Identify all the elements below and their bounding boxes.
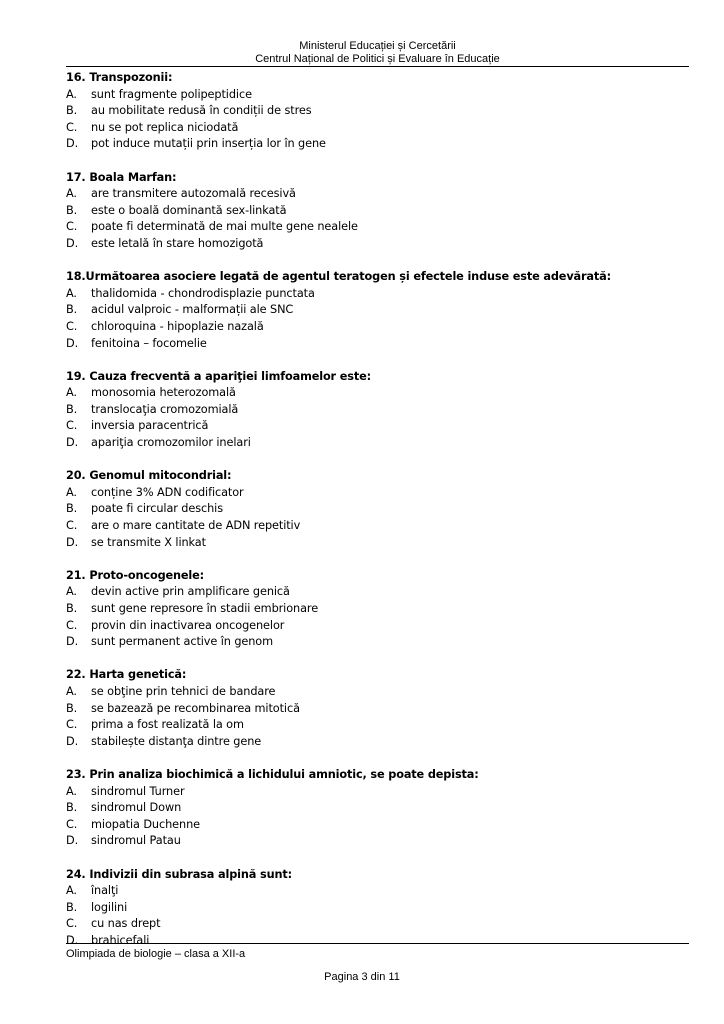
option-a xyxy=(66,485,689,502)
option-text: logilini xyxy=(91,900,128,914)
question-24 xyxy=(66,867,689,950)
option-a xyxy=(66,385,689,402)
header-center: Centrul Național de Politici și Evaluare în Educație xyxy=(255,52,500,65)
option-c xyxy=(66,120,689,137)
option-a xyxy=(66,286,689,303)
option-letter: D. xyxy=(66,336,79,350)
option-text: cu nas drept xyxy=(91,917,161,931)
option-b xyxy=(66,701,689,718)
option-letter: D. xyxy=(66,933,79,947)
option-text: au mobilitate redusă în condiții de stres xyxy=(91,104,312,118)
option-a xyxy=(66,784,689,801)
option-text: conține 3% ADN codificator xyxy=(91,485,244,499)
question-title: 17. Boala Marfan: xyxy=(66,170,177,184)
option-d xyxy=(66,634,689,651)
page-number: Pagina 3 din 11 xyxy=(324,971,400,983)
option-text: chloroquina - hipoplazie nazală xyxy=(91,319,264,333)
option-b xyxy=(66,103,689,120)
option-text: monosomia heterozomală xyxy=(91,386,236,400)
option-text: sindromul Down xyxy=(91,801,182,815)
option-c xyxy=(66,916,689,933)
option-a xyxy=(66,684,689,701)
option-d xyxy=(66,933,689,950)
page-header xyxy=(66,40,689,65)
option-text: thalidomida - chondrodisplazie punctata xyxy=(91,286,315,300)
option-d xyxy=(66,236,689,253)
option-text: are o mare cantitate de ADN repetitiv xyxy=(91,519,301,533)
option-letter: A. xyxy=(66,187,77,201)
option-letter: C. xyxy=(66,319,78,333)
question-title: 22. Harta genetică: xyxy=(66,668,187,682)
option-text: se bazează pe recombinarea mitotică xyxy=(91,701,300,715)
question-23 xyxy=(66,767,689,850)
option-text: poate fi circular deschis xyxy=(91,502,223,516)
option-text: se obţine prin tehnici de bandare xyxy=(91,684,276,698)
option-text: miopatia Duchenne xyxy=(91,817,200,831)
option-c xyxy=(66,418,689,435)
option-b xyxy=(66,203,689,220)
option-letter: B. xyxy=(66,104,78,118)
question-title: 16. Transpozonii: xyxy=(66,71,173,84)
question-title: 23. Prin analiza biochimică a lichidului amniotic, se poate depista: xyxy=(66,767,479,781)
option-letter: A. xyxy=(66,784,77,798)
option-c xyxy=(66,219,689,236)
question-19 xyxy=(66,369,689,452)
option-letter: C. xyxy=(66,220,78,234)
option-letter: B. xyxy=(66,303,78,317)
option-b xyxy=(66,302,689,319)
question-22 xyxy=(66,667,689,750)
option-letter: A. xyxy=(66,585,77,599)
option-letter: D. xyxy=(66,834,79,848)
option-a xyxy=(66,186,689,203)
question-16 xyxy=(66,70,689,153)
option-text: brahicefali xyxy=(91,933,150,947)
option-text: sindromul Patau xyxy=(91,834,181,848)
option-a xyxy=(66,87,689,104)
option-text: acidul valproic - malformații ale SNC xyxy=(91,303,294,317)
option-letter: B. xyxy=(66,602,78,615)
option-c xyxy=(66,817,689,834)
option-text: stabilește distanţa dintre gene xyxy=(91,734,262,748)
header-divider xyxy=(66,66,689,67)
question-title: 18.Următoarea asociere legată de agentul teratogen și efectele induse este adevărată: xyxy=(66,270,611,284)
option-text: sindromul Turner xyxy=(91,784,185,798)
question-title: 21. Proto-oncogenele: xyxy=(66,568,205,582)
option-letter: A. xyxy=(66,386,77,400)
option-d xyxy=(66,535,689,552)
option-d xyxy=(66,336,689,353)
option-c xyxy=(66,618,689,635)
option-text: prima a fost realizată la om xyxy=(91,718,244,732)
option-letter: A. xyxy=(66,87,77,101)
option-text: inversia paracentrică xyxy=(91,419,209,433)
option-b xyxy=(66,601,689,618)
option-text: înalţi xyxy=(91,884,119,898)
option-text: pot induce mutații prin inserția lor în gene xyxy=(91,137,326,151)
option-letter: B. xyxy=(66,203,78,217)
option-a xyxy=(66,883,689,900)
option-text: este o boală dominantă sex-linkată xyxy=(91,203,287,217)
option-letter: C. xyxy=(66,718,78,732)
option-d xyxy=(66,136,689,153)
option-letter: B. xyxy=(66,900,78,914)
option-letter: D. xyxy=(66,734,79,748)
option-d xyxy=(66,833,689,850)
option-c xyxy=(66,518,689,535)
header-ministry: Ministerul Educației și Cercetării xyxy=(299,40,456,52)
option-text: sunt gene represore în stadii embrionare xyxy=(91,602,319,615)
option-letter: D. xyxy=(66,635,79,649)
footer-divider xyxy=(66,943,689,944)
option-text: fenitoina – focomelie xyxy=(91,336,207,350)
footer-olympiad-label: Olimpiada de biologie – clasa a XII-a xyxy=(66,948,246,960)
question-17 xyxy=(66,170,689,253)
option-letter: B. xyxy=(66,701,78,715)
option-text: este letală în stare homozigotă xyxy=(91,236,264,250)
option-letter: A. xyxy=(66,884,77,898)
option-letter: A. xyxy=(66,286,77,300)
option-d xyxy=(66,435,689,452)
option-letter: D. xyxy=(66,236,79,250)
question-list xyxy=(66,70,689,966)
option-letter: B. xyxy=(66,502,78,516)
question-20 xyxy=(66,468,689,551)
option-letter: C. xyxy=(66,519,78,533)
option-letter: C. xyxy=(66,917,78,931)
option-b xyxy=(66,402,689,419)
question-title: 19. Cauza frecventă a apariţiei limfoamelor este: xyxy=(66,369,371,383)
option-letter: B. xyxy=(66,801,78,815)
option-text: provin din inactivarea oncogenelor xyxy=(91,618,285,632)
option-letter: D. xyxy=(66,137,79,151)
option-b xyxy=(66,800,689,817)
option-c xyxy=(66,717,689,734)
option-text: se transmite X linkat xyxy=(91,535,206,549)
option-letter: A. xyxy=(66,485,77,499)
option-text: sunt fragmente polipeptidice xyxy=(91,87,252,101)
question-18 xyxy=(66,269,689,352)
option-text: apariţia cromozomilor inelari xyxy=(91,436,251,450)
option-text: devin active prin amplificare genică xyxy=(91,585,290,599)
question-title: 20. Genomul mitocondrial: xyxy=(66,469,232,483)
option-text: nu se pot replica niciodată xyxy=(91,120,239,134)
option-letter: C. xyxy=(66,618,78,632)
option-letter: D. xyxy=(66,436,79,450)
option-letter: C. xyxy=(66,817,78,831)
option-b xyxy=(66,501,689,518)
option-letter: A. xyxy=(66,684,77,698)
option-letter: D. xyxy=(66,535,79,549)
option-text: are transmitere autozomală recesivă xyxy=(91,187,296,201)
option-text: translocaţia cromozomială xyxy=(91,402,239,416)
option-text: sunt permanent active în genom xyxy=(91,635,274,649)
option-a xyxy=(66,584,689,601)
option-letter: B. xyxy=(66,402,78,416)
option-letter: C. xyxy=(66,120,78,134)
option-text: poate fi determinată de mai multe gene nealele xyxy=(91,220,358,234)
question-title: 24. Indivizii din subrasa alpină sunt: xyxy=(66,867,292,881)
question-21 xyxy=(66,568,689,651)
option-c xyxy=(66,319,689,336)
option-letter: C. xyxy=(66,419,78,433)
option-d xyxy=(66,734,689,751)
option-b xyxy=(66,900,689,917)
